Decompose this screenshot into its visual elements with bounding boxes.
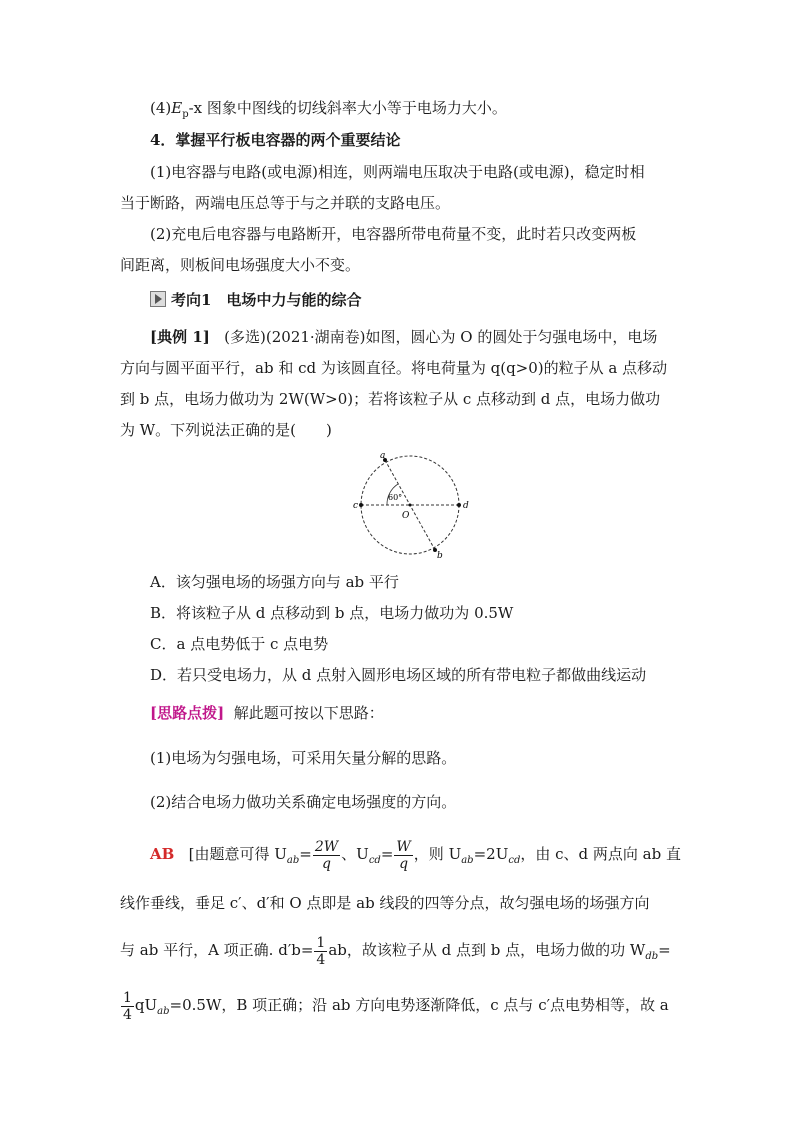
conclusion-2-line-1: (2)充电后电容器与电路断开，电容器所带电荷量不变，此时若只改变两板 bbox=[150, 225, 637, 243]
label-o: O bbox=[402, 511, 410, 521]
sol-1b: 、U bbox=[341, 845, 369, 863]
fraction-w-q bbox=[394, 839, 412, 872]
fraction-1-4-b bbox=[121, 990, 134, 1023]
point-4-var: E bbox=[171, 99, 183, 117]
sol-1e: ，由 c、d 两点向 ab 直 bbox=[520, 845, 681, 863]
solution-line-2: 线作垂线，垂足 c′、d′和 O 点即是 ab 线段的四等分点，故匀强电场的场强方向 bbox=[120, 894, 650, 912]
label-angle: 60° bbox=[388, 493, 403, 502]
circle-figure bbox=[340, 448, 480, 560]
point-4 bbox=[150, 98, 507, 125]
sol-1d: =2U bbox=[473, 845, 509, 863]
sol-3c: = bbox=[658, 941, 671, 959]
sub-ab-1: ab bbox=[286, 855, 300, 866]
example-label: [典例 1] bbox=[150, 328, 210, 346]
sol-1c: ，则 U bbox=[413, 845, 462, 863]
sol-1a: [由题意可得 U bbox=[188, 845, 287, 863]
sol-4a: qU bbox=[134, 996, 158, 1014]
section-heading bbox=[150, 290, 361, 310]
example-text-1: (多选)(2021·湖南卷)如图，圆心为 O 的圆处于匀强电场中，电场 bbox=[224, 328, 658, 346]
heading-4: 4．掌握平行板电容器的两个重要结论 bbox=[150, 131, 401, 149]
option-d: D．若只受电场力，从 d 点射入圆形电场区域的所有带电粒子都做曲线运动 bbox=[150, 666, 647, 684]
example-line-2: 方向与圆平面平行，ab 和 cd 为该圆直径。将电荷量为 q(q>0)的粒子从 a 点移动 bbox=[120, 359, 668, 377]
label-d: d bbox=[463, 501, 469, 511]
frac2-num: W bbox=[396, 838, 411, 855]
sub-cd-1: cd bbox=[368, 855, 381, 866]
hint-label: [思路点拨] bbox=[150, 704, 225, 722]
section-title: 考向1 电场中力与能的综合 bbox=[171, 291, 362, 309]
frac3-den: 4 bbox=[316, 951, 326, 968]
solution-line-3 bbox=[120, 932, 671, 975]
hint-text: 解此题可按以下思路： bbox=[233, 704, 384, 722]
sol-3b: ab，故该粒子从 d 点到 b 点，电场力做的功 W bbox=[328, 941, 646, 959]
label-a: a bbox=[380, 451, 386, 461]
sub-cd-2: cd bbox=[508, 855, 521, 866]
frac1-den: q bbox=[322, 855, 331, 872]
point-c bbox=[359, 503, 363, 507]
example-line-3: 到 b 点，电场力做功为 2W(W>0)；若将该粒子从 c 点移动到 d 点，电场力做功 bbox=[120, 390, 661, 408]
conclusion-1-line-2: 当于断路，两端电压总等于与之并联的支路电压。 bbox=[120, 194, 451, 212]
frac3-num: 1 bbox=[316, 934, 326, 951]
point-4-prefix: (4) bbox=[150, 99, 172, 117]
conclusion-1-line-1: (1)电容器与电路(或电源)相连，则两端电压取决于电路(或电源)，稳定时相 bbox=[150, 163, 645, 181]
sub-db: db bbox=[645, 951, 659, 962]
solution-line-4 bbox=[120, 987, 669, 1030]
fraction-1-4-a bbox=[314, 935, 327, 968]
play-icon bbox=[150, 291, 166, 307]
frac2-den: q bbox=[399, 855, 409, 872]
option-b: B．将该粒子从 d 点移动到 b 点，电场力做功为 0.5W bbox=[150, 604, 514, 622]
sub-ab-3: ab bbox=[157, 1006, 170, 1017]
option-a: A．该匀强电场的场强方向与 ab 平行 bbox=[150, 573, 399, 591]
hint-step-1: (1)电场为匀强电场，可采用矢量分解的思路。 bbox=[150, 749, 457, 767]
frac1-num: 2W bbox=[314, 838, 339, 855]
point-4-sub: p bbox=[182, 109, 189, 120]
conclusion-2-line-2: 间距离，则板间电场强度大小不变。 bbox=[120, 256, 361, 274]
sub-ab-2: ab bbox=[461, 855, 474, 866]
option-c: C．a 点电势低于 c 点电势 bbox=[150, 635, 329, 653]
answer: AB bbox=[150, 845, 175, 863]
sol-3a: 与 ab 平行，A 项正确. d′b= bbox=[120, 941, 314, 959]
hint-line bbox=[150, 703, 384, 723]
example-line-1 bbox=[150, 327, 657, 347]
frac4-num: 1 bbox=[123, 989, 132, 1006]
frac4-den: 4 bbox=[123, 1006, 132, 1023]
point-d bbox=[457, 503, 461, 507]
label-b: b bbox=[437, 551, 443, 560]
fraction-2w-q bbox=[313, 839, 340, 872]
point-4-text: -x 图象中图线的切线斜率大小等于电场力大小。 bbox=[188, 99, 507, 117]
sol-4b: =0.5W，B 项正确；沿 ab 方向电势逐渐降低，c 点与 c′点电势相等，故 a bbox=[169, 996, 669, 1014]
solution-line-1: AB [由题意可得 $U_{ab}=$ $\frac{2W}{q}$ 、$U_{cd}=$ $\frac{W}{q}$ ，则 $U_{ab}=2U_{cd}$，由 c、d 两点向 ab 直 bbox=[150, 838, 681, 872]
point-o bbox=[409, 504, 412, 507]
label-c: c bbox=[353, 501, 359, 511]
hint-step-2: (2)结合电场力做功关系确定电场强度的方向。 bbox=[150, 793, 457, 811]
example-line-4: 为 W。下列说法正确的是( ) bbox=[120, 421, 332, 439]
